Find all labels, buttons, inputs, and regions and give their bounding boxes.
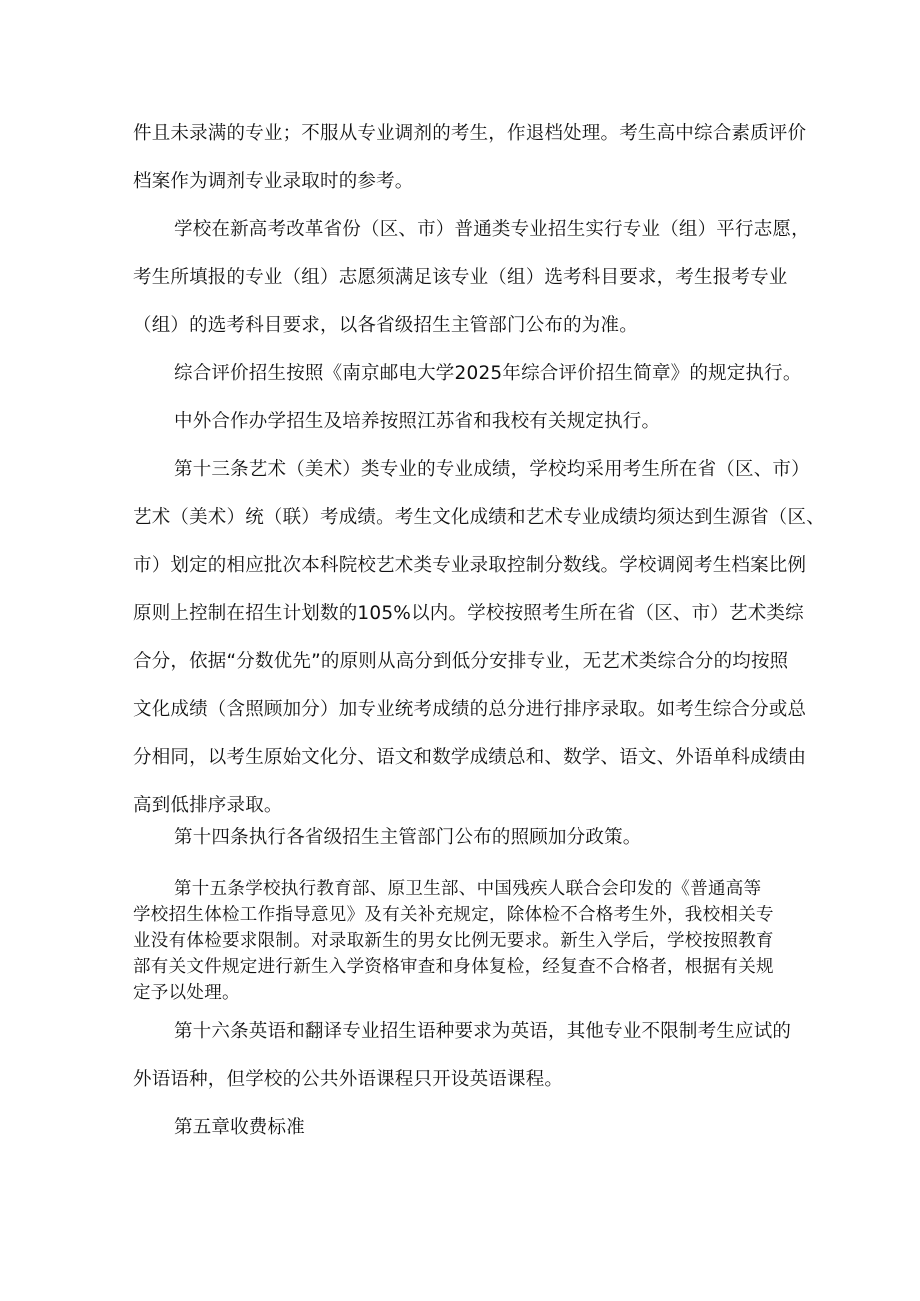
text-line: 第十四条执行各省级招生主管部门公布的照顾加分政策。 <box>174 827 642 848</box>
text-line: 学校招生体检工作指导意见》及有关补充规定，除体检不合格考生外，我校相关专 <box>133 905 774 925</box>
text-line: 档案作为调剂专业录取时的参考。 <box>133 171 414 192</box>
text-line: 第十五条学校执行教育部、原卫生部、中国残疾人联合会印发的《普通高等 <box>174 879 762 899</box>
text-line: 文化成绩（含照顾加分）加专业统考成绩的总分进行排序录取。如考生综合分或总 <box>133 699 807 720</box>
section-heading: 第五章收费标准 <box>174 1117 305 1138</box>
text-line: 件且未录满的专业；不服从专业调剂的考生，作退档处理。考生高中综合素质评价 <box>133 123 807 144</box>
text-line: 第十六条英语和翻译专业招生语种要求为英语，其他专业不限制考生应试的 <box>174 1021 792 1042</box>
text-line: （组）的选考科目要求，以各省级招生主管部门公布的为准。 <box>133 315 638 336</box>
text-line: 第十三条艺术（美术）类专业的专业成绩，学校均采用考生所在省（区、市） <box>174 459 810 480</box>
text-line: 艺术（美术）统（联）考成绩。考生文化成绩和艺术专业成绩均须达到生源省（区、 <box>133 507 825 528</box>
text-line: 业没有体检要求限制。对录取新生的男女比例无要求。新生入学后，学校按照教育 <box>133 931 774 951</box>
text-line: 原则上控制在招生计划数的105%以内。学校按照考生所在省（区、市）艺术类综 <box>133 603 804 624</box>
text-line: 考生所填报的专业（组）志愿须满足该专业（组）选考科目要求，考生报考专业 <box>133 267 788 288</box>
text-line: 市）划定的相应批次本科院校艺术类专业录取控制分数线。学校调阅考生档案比例 <box>133 555 807 576</box>
text-line: 学校在新高考改革省份（区、市）普通类专业招生实行专业（组）平行志愿， <box>174 219 810 240</box>
text-line: 部有关文件规定进行新生入学资格审查和身体复检，经复查不合格者，根据有关规 <box>133 957 774 977</box>
text-line: 定予以处理。 <box>133 983 240 1003</box>
text-line: 中外合作办学招生及培养按照江苏省和我校有关规定执行。 <box>174 411 661 432</box>
text-line: 分相同，以考生原始文化分、语文和数学成绩总和、数学、语文、外语单科成绩由 <box>133 747 807 768</box>
text-line: 高到低排序录取。 <box>133 795 283 816</box>
text-line: 综合评价招生按照《南京邮电大学2025年综合评价招生简章》的规定执行。 <box>174 363 802 384</box>
text-line: 合分，依据“分数优先”的原则从高分到低分安排专业，无艺术类综合分的均按照 <box>133 651 789 672</box>
text-line: 外语语种，但学校的公共外语课程只开设英语课程。 <box>133 1069 564 1090</box>
